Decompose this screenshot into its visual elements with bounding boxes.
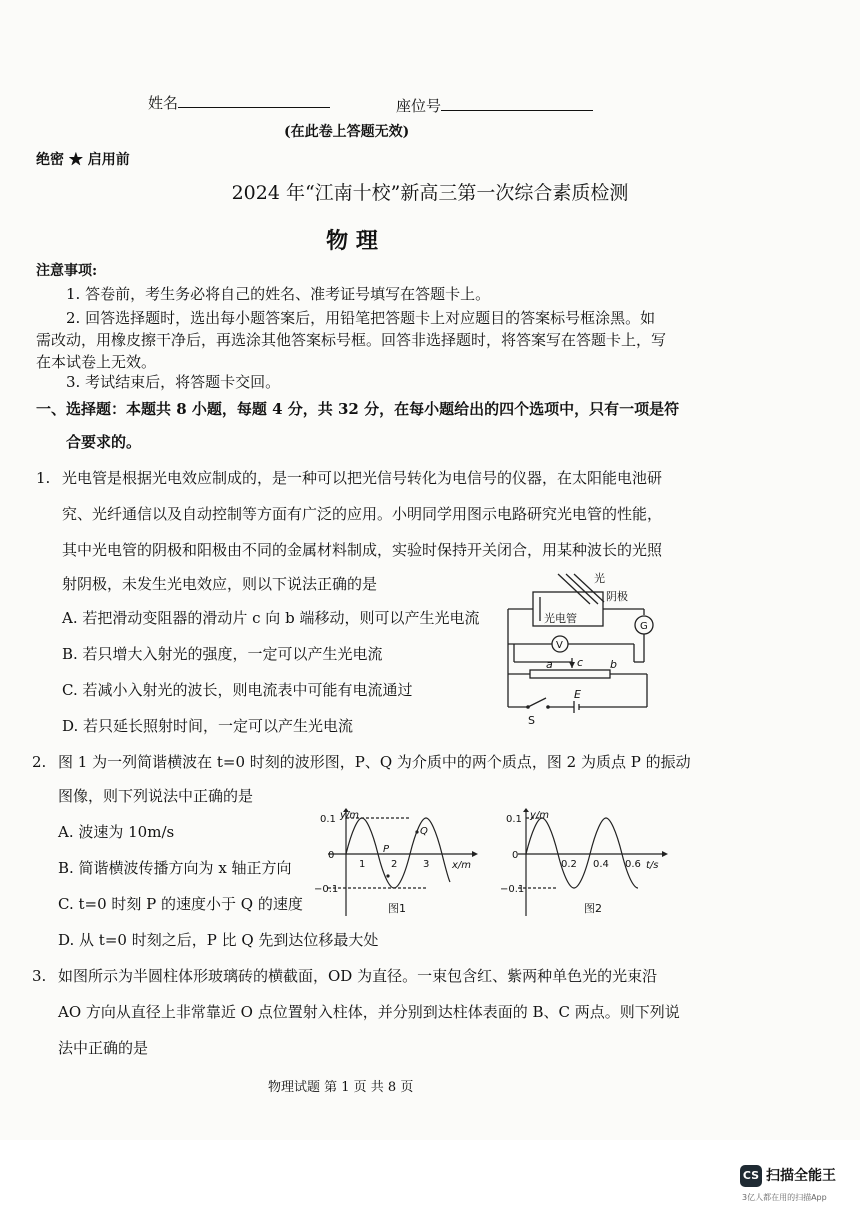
circuit-diagram: [500, 570, 665, 730]
option-b: B. 若只增大入射光的强度，一定可以产生光电流: [62, 645, 383, 663]
seat-label: 座位号: [396, 97, 442, 115]
seat-field: [396, 96, 593, 116]
fig1-label-p: P: [383, 844, 390, 855]
notice-item: 在本试卷上无效。: [36, 353, 157, 371]
label-S: S: [528, 714, 535, 727]
fig2-caption: 图2: [584, 902, 602, 915]
fig1-xlabel: x/m: [452, 860, 472, 871]
name-label: 姓名: [148, 94, 179, 112]
fig1-ytick: −0.1: [314, 884, 339, 895]
exam-title: 2024 年“江南十校”新高三第一次综合素质检测: [231, 182, 629, 204]
name-field: [148, 93, 330, 113]
app-slogan: 3亿人都在用的扫描App: [742, 1193, 827, 1202]
option-c: C. t=0 时刻 P 的速度小于 Q 的速度: [58, 895, 303, 913]
fig2-xlabel: t/s: [646, 860, 659, 871]
option-c: C. 若减小入射光的波长，则电流表中可能有电流通过: [62, 681, 413, 699]
fig2-xtick: 0.6: [625, 859, 641, 870]
section-heading: 一、选择题：本题共 8 小题，每题 4 分，共 32 分，在每小题给出的四个选项中，只有一项是符: [36, 400, 680, 418]
notice-item: 1. 答卷前，考生务必将自己的姓名、准考证号填写在答题卡上。: [66, 285, 491, 303]
option-d: D. 从 t=0 时刻之后，P 比 Q 先到达位移最大处: [58, 931, 379, 949]
question-text: 射阴极，未发生光电效应，则以下说法正确的是: [62, 575, 378, 593]
notice-item: 3. 考试结束后，将答题卡交回。: [66, 373, 281, 391]
fig1-ytick: 0: [328, 850, 335, 861]
fig1-caption: 图1: [388, 902, 406, 915]
question-text: 图像，则下列说法中正确的是: [58, 787, 254, 805]
option-d: D. 若只延长照射时间，一定可以产生光电流: [62, 717, 354, 735]
question-text: 图 1 为一列简谐横波在 t=0 时刻的波形图，P、Q 为介质中的两个质点，图 2 为质点 P 的振动: [58, 753, 691, 771]
question-text: 光电管是根据光电效应制成的，是一种可以把光信号转化为电信号的仪器，在太阳能电池研: [62, 469, 663, 487]
question-text: 其中光电管的阴极和阳极由不同的金属材料制成，实验时保持开关闭合，用某种波长的光照: [62, 541, 663, 559]
fig1-ylabel: y/m: [340, 810, 360, 821]
label-light: 光: [594, 572, 605, 585]
app-name: 扫描全能王: [766, 1168, 836, 1184]
option-a: A. 若把滑动变阻器的滑动片 c 向 b 端移动，则可以产生光电流: [62, 609, 480, 627]
label-a: a: [546, 658, 553, 671]
vibration-curve: [526, 818, 638, 888]
label-ammeter: G: [640, 621, 648, 632]
section-heading-cont: 合要求的。: [66, 433, 142, 451]
question-text: AO 方向从直径上非常靠近 O 点位置射入柱体，并分别到达柱体表面的 B、C 两点。则下列说: [58, 1003, 680, 1021]
question-text: 究、光纤通信以及自动控制等方面有广泛的应用。小明同学用图示电路研究光电管的性能，: [62, 505, 663, 523]
fig1-xtick: 1: [359, 859, 366, 870]
secret-label: 绝密 ★ 启用前: [36, 152, 130, 168]
fig1-ytick: 0.1: [320, 814, 336, 825]
fig2-ytick: 0.1: [506, 814, 522, 825]
fig2-xtick: 0.4: [593, 859, 609, 870]
notice-heading: 注意事项:: [36, 263, 98, 279]
fig2-xtick: 0.2: [561, 859, 577, 870]
label-E: E: [574, 688, 581, 701]
page-footer: 物理试题 第 1 页 共 8 页: [268, 1080, 414, 1095]
scan-app-band: [0, 1140, 860, 1217]
rheostat: [530, 670, 610, 678]
question-number: 3.: [32, 967, 47, 985]
vibration-graph-fig2: [500, 808, 670, 923]
notice-item: 2. 回答选择题时，选出每小题答案后，用铅笔把答题卡上对应题目的答案标号框涂黑。如: [66, 309, 656, 327]
fig2-ytick: −0.1: [500, 884, 525, 895]
label-c: c: [577, 656, 584, 669]
fig2-ytick: 0: [512, 850, 519, 861]
label-voltmeter: V: [556, 640, 563, 651]
question-text: 如图所示为半圆柱体形玻璃砖的横截面，OD 为直径。一束包含红、紫两种单色光的光束沿: [58, 967, 658, 985]
question-number: 1.: [36, 469, 51, 487]
option-b: B. 简谐横波传播方向为 x 轴正方向: [58, 859, 292, 877]
wave-curve: [346, 818, 450, 888]
app-logo: CS: [740, 1165, 762, 1187]
notice-item: 需改动，用橡皮擦干净后，再选涂其他答案标号框。回答非选择题时，将答案写在答题卡上，写: [36, 331, 667, 349]
fig1-xtick: 2: [391, 859, 398, 870]
wave-graph-fig1: [310, 808, 480, 923]
name-blank: [178, 93, 330, 108]
seat-blank: [441, 96, 593, 111]
point-p: [386, 874, 389, 877]
subject-title: 物 理: [326, 228, 378, 254]
question-number: 2.: [32, 753, 47, 771]
question-text: 法中正确的是: [58, 1039, 149, 1057]
label-tube: 光电管: [544, 612, 577, 625]
label-b: b: [610, 658, 617, 671]
invalid-note: (在此卷上答题无效): [284, 124, 410, 140]
option-a: A. 波速为 10m/s: [58, 823, 175, 841]
label-cathode: 阴极: [606, 590, 628, 603]
fig1-label-q: Q: [420, 826, 428, 837]
point-q: [415, 830, 418, 833]
fig1-xtick: 3: [423, 859, 430, 870]
fig2-ylabel: y/m: [530, 810, 550, 821]
